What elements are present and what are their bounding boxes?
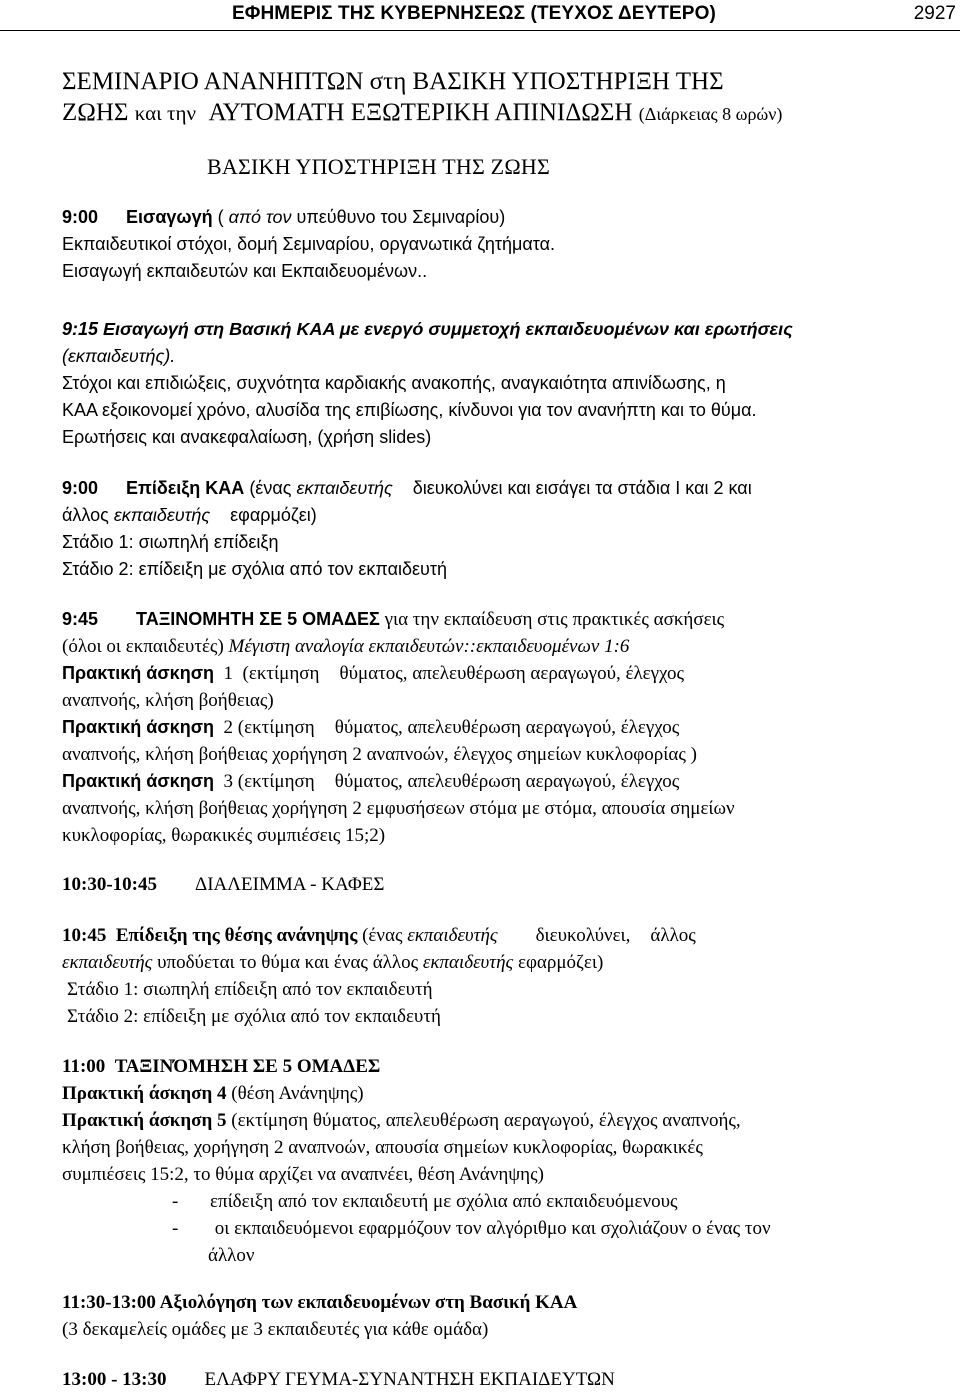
practice-3-heading: Πρακτική άσκηση bbox=[62, 771, 215, 791]
practice-1-line-2: αναπνοής, κλήση βοήθειας) bbox=[62, 690, 274, 711]
practice-2-a: (εκτίμηση bbox=[237, 717, 315, 738]
bullet-1-text: επίδειξη από τον εκπαιδευτή με σχόλια από εκπαιδευόμενους bbox=[210, 1191, 678, 1212]
title-zois: ΖΩΗΣ bbox=[62, 99, 129, 126]
intro-line-1 bbox=[62, 204, 922, 231]
practice-3-num: 3 bbox=[223, 771, 234, 792]
intro-time: 9:00 bbox=[62, 207, 99, 227]
practice-3-a: (εκτίμηση bbox=[237, 771, 315, 792]
intro-from: από τον bbox=[228, 207, 292, 227]
recovery-b-rest: εφαρμόζει) bbox=[517, 952, 604, 973]
cpr-demo-b-italic: εκπαιδευτής bbox=[113, 505, 211, 525]
practice-1-a: (εκτίμηση bbox=[242, 663, 320, 684]
recovery-a: (ένας bbox=[362, 925, 403, 946]
practice-4-line bbox=[62, 1080, 922, 1107]
groups-time: 9:45 bbox=[62, 609, 99, 629]
practice-1-num: 1 bbox=[223, 663, 234, 684]
lunch-time: 13:00 - 13:30 bbox=[62, 1369, 167, 1390]
section-assessment bbox=[62, 1289, 922, 1343]
basic-cpr-line-5: Ερωτήσεις και ανακεφαλαίωση, (χρήση slides) bbox=[62, 427, 432, 447]
seminar-title bbox=[62, 66, 942, 130]
groups-rest: για την εκπαίδευση στις πρακτικές ασκήσεις bbox=[384, 609, 725, 630]
section-cpr-demo bbox=[62, 475, 922, 583]
basic-cpr-heading-1: 9:15 Εισαγωγή στη Βασική ΚΑΑ με ενεργό συμμετοχή εκπαιδευομένων και ερωτήσεις bbox=[62, 319, 793, 339]
practice-2-heading: Πρακτική άσκηση bbox=[62, 717, 215, 737]
recovery-a-rest2: άλλος bbox=[650, 925, 696, 946]
title-kai-tin: και την bbox=[134, 101, 196, 125]
bullet-2-text-cont: άλλον bbox=[208, 1245, 255, 1266]
practice-5-heading: Πρακτική άσκηση 5 bbox=[62, 1110, 227, 1131]
groups-heading: ΤΑΞΙΝΟΜΗΤΗ ΣΕ 5 ΟΜΑΔΕΣ bbox=[136, 609, 380, 629]
bullet-1-mark: - bbox=[172, 1191, 179, 1212]
basic-cpr-line-3: Στόχοι και επιδιώξεις, συχνότητα καρδιακής ανακοπής, αναγκαιότητα απινίδωσης, η bbox=[62, 373, 726, 393]
cpr-demo-line-2 bbox=[62, 502, 922, 529]
groups-line-1 bbox=[62, 606, 922, 633]
intro-paren: ( bbox=[217, 207, 224, 227]
section-recovery-demo bbox=[62, 922, 922, 1030]
recovery-a-italic: εκπαιδευτής bbox=[407, 925, 498, 946]
groups2-time: 11:00 bbox=[62, 1056, 106, 1077]
recovery-b: υποδύεται το θύμα και ένας άλλος bbox=[157, 952, 419, 973]
title-duration: (Διάρκειας 8 ωρών) bbox=[638, 104, 783, 124]
cpr-demo-a-italic: εκπαιδευτής bbox=[296, 478, 393, 498]
intro-rest: υπεύθυνο του Σεμιναρίου) bbox=[296, 207, 506, 227]
practice-3-line-2: αναπνοής, κλήση βοήθειας χορήγηση 2 εμφυσήσεων στόμα με στόμα, απουσία σημείων bbox=[62, 798, 735, 819]
section-groups-practice bbox=[62, 606, 922, 849]
groups-line-2 bbox=[62, 633, 922, 660]
practice-3-b: θύματος, απελευθέρωση αεραγωγού, έλεγχος bbox=[334, 771, 680, 792]
recovery-stage-2: Στάδιο 2: επίδειξη με σχόλια από τον εκπαιδευτή bbox=[67, 1006, 441, 1027]
gazette-header bbox=[0, 0, 960, 31]
section-coffee-break bbox=[62, 871, 922, 898]
assessment-heading: 11:30-13:00 Αξιολόγηση των εκπαιδευομένων στη Βασική ΚΑΑ bbox=[62, 1292, 578, 1313]
section-subtitle: ΒΑΣΙΚΗ ΥΠΟΣΤΗΡΙΞΗ ΤΗΣ ΖΩΗΣ bbox=[207, 154, 550, 179]
practice-3-line-3: κυκλοφορίας, θωρακικές συμπιέσεις 15;2) bbox=[62, 825, 386, 846]
cpr-demo-stage-1: Στάδιο 1: σιωπηλή επίδειξη bbox=[62, 532, 279, 552]
bullet-2-text: οι εκπαιδευόμενοι εφαρμόζουν τον αλγόριθμο και σχολιάζουν ο ένας τον bbox=[214, 1218, 771, 1239]
recovery-demo-line-1 bbox=[62, 922, 922, 949]
intro-heading: Εισαγωγή bbox=[126, 207, 213, 227]
cpr-demo-a-rest: διευκολύνει και εισάγει τα στάδια Ι και 2 και bbox=[412, 478, 752, 498]
cpr-demo-stage-2: Στάδιο 2: επίδειξη με σχόλια από τον εκπαιδευτή bbox=[62, 559, 447, 579]
bullet-2 bbox=[62, 1215, 922, 1242]
intro-line-2: Εκπαιδευτικοί στόχοι, δομή Σεμιναρίου, οργανωτικά ζητήματα. bbox=[62, 234, 556, 254]
intro-line-3: Εισαγωγή εκπαιδευτών και Εκπαιδευομένων.. bbox=[62, 261, 428, 281]
coffee-break-line bbox=[62, 871, 922, 898]
groups2-heading-line bbox=[62, 1053, 922, 1080]
section-basic-cpr-intro bbox=[62, 316, 922, 451]
section-introduction bbox=[62, 204, 922, 285]
basic-cpr-heading-2: (εκπαιδευτής). bbox=[62, 346, 176, 366]
practice-2-line-1 bbox=[62, 714, 922, 741]
title-aed: ΑΥΤΟΜΑΤΗ ΕΞΩΤΕΡΙΚΗ ΑΠΙΝΙΔΩΣΗ bbox=[208, 99, 633, 126]
practice-5-rest: (εκτίμηση θύματος, απελευθέρωση αεραγωγού, έλεγχος αναπνοής, bbox=[231, 1110, 741, 1131]
practice-2-line-2: αναπνοής, κλήση βοήθειας χορήγηση 2 αναπνοών, έλεγχος σημείων κυκλοφορίας ) bbox=[62, 744, 697, 765]
page-number: 2927 bbox=[913, 3, 956, 24]
practice-2-b: θύματος, απελευθέρωση αεραγωγού, έλεγχος bbox=[334, 717, 680, 738]
recovery-demo-line-2 bbox=[62, 949, 922, 976]
section-groups-recovery bbox=[62, 1053, 922, 1269]
recovery-b-italic-2: εκπαιδευτής bbox=[422, 952, 514, 973]
practice-2-num: 2 bbox=[223, 717, 234, 738]
practice-1-b: θύματος, απελευθέρωση αεραγωγού, έλεγχος bbox=[339, 663, 685, 684]
practice-5-line-1 bbox=[62, 1107, 922, 1134]
cpr-demo-line-1 bbox=[62, 475, 922, 502]
bullet-1 bbox=[62, 1188, 922, 1215]
title-line-1: ΣΕΜΙΝΑΡΙΟ ΑΝΑΝΗΠΤΩΝ στη ΒΑΣΙΚΗ ΥΠΟΣΤΗΡΙΞΗ ΤΗΣ bbox=[62, 68, 724, 95]
coffee-break-text: ΔΙΑΛΕΙΜΜΑ - ΚΑΦΕΣ bbox=[194, 874, 385, 895]
practice-4-rest: (θέση Ανάνηψης) bbox=[231, 1083, 364, 1104]
cpr-demo-b-rest: εφαρμόζει) bbox=[230, 505, 317, 525]
lunch-line bbox=[62, 1366, 922, 1393]
practice-5-line-3: συμπιέσεις 15:2, το θύμα αρχίζει να αναπνέει, θέση Ανάνηψης) bbox=[62, 1164, 544, 1185]
groups-all-trainers: (όλοι οι εκπαιδευτές) bbox=[62, 636, 224, 657]
groups-ratio: Μέγιστη αναλογία εκπαιδευτών::εκπαιδευομένων 1:6 bbox=[228, 636, 630, 657]
section-lunch bbox=[62, 1366, 922, 1393]
assessment-groups: (3 δεκαμελείς ομάδες με 3 εκπαιδευτές για κάθε ομάδα) bbox=[62, 1319, 489, 1340]
lunch-text: ΕΛΑΦΡΥ ΓΕΥΜΑ-ΣΥΝΑΝΤΗΣΗ ΕΚΠΑΙΔΕΥΤΩΝ bbox=[204, 1369, 615, 1390]
recovery-a-rest: διευκολύνει, bbox=[535, 925, 631, 946]
recovery-time: 10:45 bbox=[62, 925, 107, 946]
cpr-demo-a: (ένας bbox=[249, 478, 292, 498]
practice-3-line-1 bbox=[62, 768, 922, 795]
practice-1-heading: Πρακτική άσκηση bbox=[62, 663, 215, 683]
practice-1-line-1 bbox=[62, 660, 922, 687]
groups2-heading: ΤΑΞΙΝΌΜΗΣΗ ΣΕ 5 ΟΜΑΔΕΣ bbox=[114, 1056, 381, 1077]
practice-5-line-2: κλήση βοήθειας, χορήγηση 2 αναπνοών, απουσία σημείων κυκλοφορίας, θωρακικές bbox=[62, 1137, 703, 1158]
bullet-2-mark: - bbox=[172, 1218, 179, 1239]
coffee-break-time: 10:30-10:45 bbox=[62, 874, 157, 895]
gazette-title: ΕΦΗΜΕΡΙΣ ΤΗΣ ΚΥΒΕΡΝΗΣΕΩΣ (ΤΕΥΧΟΣ ΔΕΥΤΕΡΟ) bbox=[232, 3, 716, 24]
basic-cpr-line-4: ΚΑΑ εξοικονομεί χρόνο, αλυσίδα της επιβίωσης, κίνδυνοι για τον ανανήπτη και το θύμα. bbox=[62, 400, 757, 420]
recovery-stage-1: Στάδιο 1: σιωπηλή επίδειξη από τον εκπαιδευτή bbox=[67, 979, 433, 1000]
recovery-b-italic: εκπαιδευτής bbox=[62, 952, 153, 973]
cpr-demo-b: άλλος bbox=[62, 505, 109, 525]
cpr-demo-time: 9:00 bbox=[62, 478, 99, 498]
title-line-2 bbox=[62, 97, 942, 130]
recovery-heading: Επίδειξη της θέσης ανάνηψης bbox=[115, 925, 358, 946]
practice-4-heading: Πρακτική άσκηση 4 bbox=[62, 1083, 227, 1104]
cpr-demo-heading: Επίδειξη ΚΑΑ bbox=[126, 478, 245, 498]
